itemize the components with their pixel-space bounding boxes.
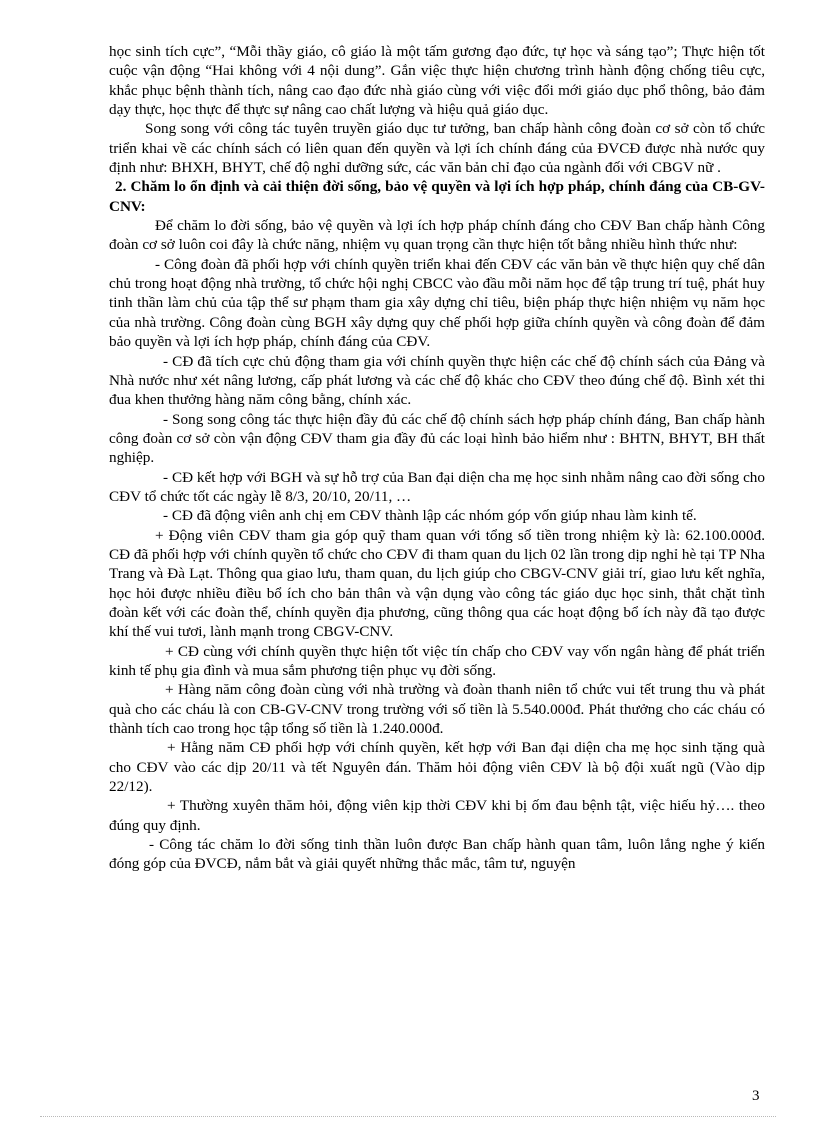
paragraph-4: - Công đoàn đã phối hợp với chính quyền triển khai đến CĐV các văn bản về thực hiện quy chế dân chủ trong hoạt động nhà trường, tổ chức hội nghị CBCC vào đầu mỗi năm học để tập trung trí tuệ, phát huy tinh thần làm chủ của tập thể sư phạm tham gia xây dựng chỉ tiêu, biện pháp thực hiện nhiệm vụ năm học của nhà trường. Công đoàn cùng BGH xây dựng quy chế phối hợp giữa chính quyền và công đoàn để đảm bảo quyền và lợi ích hợp pháp, chính đáng của CĐV. xyxy=(109,255,765,351)
footer-divider xyxy=(40,1116,776,1117)
paragraph-1: học sinh tích cực”, “Mỗi thầy giáo, cô giáo là một tấm gương đạo đức, tự học và sáng tạo”; Thực hiện tốt cuộc vận động “Hai không với 4 nội dung”. Gắn việc thực hiện chương trình hành động chống tiêu cực, khắc phục bệnh thành tích, nâng cao đạo đức nhà giáo cùng với việc đổi mới giáo dục phổ thông, bảo đảm dạy thực, học thực để thực sự nâng cao chất lượng và hiệu quả giáo dục. xyxy=(109,43,765,119)
section-heading: 2. Chăm lo ổn định và cải thiện đời sống, bảo vệ quyền và lợi ích hợp pháp, chính đáng của CB-GV-CNV: xyxy=(109,178,765,215)
paragraph-13: + Thường xuyên thăm hỏi, động viên kịp thời CĐV khi bị ốm đau bệnh tật, việc hiếu hỷ…. theo đúng quy định. xyxy=(109,797,765,834)
paragraph-7: - CĐ kết hợp với BGH và sự hỗ trợ của Ban đại diện cha mẹ học sinh nhằm nâng cao đời sống cho CĐV tổ chức tốt các ngày lễ 8/3, 20/10, 20/11, … xyxy=(109,468,765,505)
paragraph-3: Để chăm lo đời sống, bảo vệ quyền và lợi ích hợp pháp chính đáng cho CĐV Ban chấp hành Công đoàn cơ sở luôn coi đây là chức năng, nhiệm vụ quan trọng cần thực hiện tốt bằng nhiều hình thức như: xyxy=(109,217,765,254)
paragraph-10: + CĐ cùng với chính quyền thực hiện tốt việc tín chấp cho CĐV vay vốn ngân hàng để phát triển kinh tế phụ gia đình và mua sắm phương tiện phục vụ đời sống. xyxy=(109,642,765,679)
paragraph-6: - Song song công tác thực hiện đầy đủ các chế độ chính sách hợp pháp chính đáng, Ban chấp hành công đoàn cơ sở còn vận động CĐV tham gia đầy đủ các loại hình bảo hiểm như : BHTN, BHYT, BH thất nghiệp. xyxy=(109,410,765,467)
paragraph-8: - CĐ đã động viên anh chị em CĐV thành lập các nhóm góp vốn giúp nhau làm kinh tế. xyxy=(163,507,697,525)
paragraph-11: + Hàng năm công đoàn cùng với nhà trường và đoàn thanh niên tổ chức vui tết trung thu và phát quà cho các cháu là con CB-GV-CNV trong trường với số tiền là 5.540.000đ. Phát thưởng cho các cháu có thành tích cao trong học tập tổng số tiền là 1.240.000đ. xyxy=(109,681,765,738)
paragraph-2: Song song với công tác tuyên truyền giáo dục tư tưởng, ban chấp hành công đoàn cơ sở còn tổ chức triển khai về các chính sách có liên quan đến quyền và lợi ích chính đáng của ĐVCĐ được nhà nước quy định như: BHXH, BHYT, chế độ nghỉ dưỡng sức, các văn bản chỉ đạo của ngành đối với CBGV nữ . xyxy=(109,120,765,177)
paragraph-9: + Động viên CĐV tham gia góp quỹ tham quan với tổng số tiền trong nhiệm kỳ là: 62.100.000đ. CĐ đã phối hợp với chính quyền tổ chức cho CĐV đi tham quan du lịch 02 lần trong dịp nghỉ hè tại TP Nha Trang và Đà Lạt. Thông qua giao lưu, tham quan, du lịch giúp cho CBGV-CNV giải trí, giao lưu kết nghĩa, học hỏi được nhiều điều bổ ích cho bản thân và vận dụng vào công tác giáo dục học sinh, thắt chặt tình đoàn kết với các đoàn thể, chính quyền địa phương, cũng thông qua các hoạt động bổ ích này đã tạo được khí thế vui tươi, lành mạnh trong CBGV-CNV. xyxy=(109,526,765,641)
paragraph-5: - CĐ đã tích cực chủ động tham gia với chính quyền thực hiện các chế độ chính sách của Đảng và Nhà nước như xét nâng lương, cấp phát lương và các chế độ khác cho CĐV theo đúng chế độ. Bình xét thi đua khen thưởng hàng năm công bằng, chính xác. xyxy=(109,352,765,409)
page-number: 3 xyxy=(752,1088,760,1104)
document-body xyxy=(109,42,765,874)
paragraph-14: - Công tác chăm lo đời sống tinh thần luôn được Ban chấp hành quan tâm, luôn lắng nghe ý kiến đóng góp của ĐVCĐ, nắm bắt và giải quyết những thắc mắc, tâm tư, nguyện xyxy=(109,836,765,873)
paragraph-12: + Hằng năm CĐ phối hợp với chính quyền, kết hợp với Ban đại diện cha mẹ học sinh tặng quà cho CĐV vào các dịp 20/11 và tết Nguyên đán. Thăm hỏi động viên CĐV là bộ đội xuất ngũ (Vào dịp 22/12). xyxy=(109,739,765,796)
